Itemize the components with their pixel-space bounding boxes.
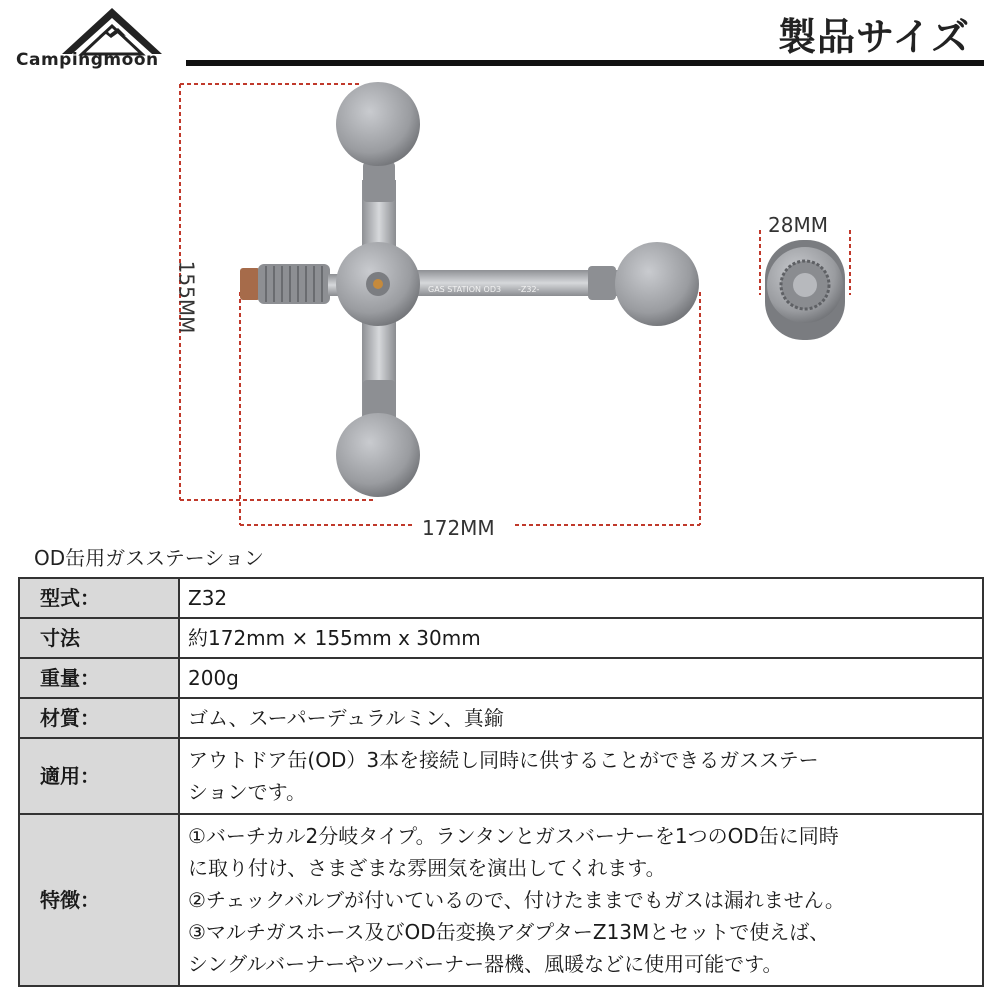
header-rule	[186, 60, 984, 66]
dimension-lines	[180, 84, 850, 525]
product-name: OD缶用ガスステーション	[34, 546, 264, 570]
height-dimension-label: 155MM	[174, 260, 199, 334]
right-cartridge-cap	[615, 242, 699, 326]
spec-key: 適用：	[19, 738, 179, 814]
side-view-knob	[765, 240, 845, 340]
spec-value: 約172mm × 155mm x 30mm	[179, 618, 983, 658]
table-row	[19, 814, 983, 986]
engraving-text: GAS STATION OD3	[428, 285, 502, 294]
brass-connector	[240, 268, 260, 300]
table-row	[19, 658, 983, 698]
table-row	[19, 738, 983, 814]
top-cartridge-cap	[336, 82, 420, 166]
diameter-dimension-label: 28MM	[768, 213, 828, 237]
spec-key: 特徴：	[19, 814, 179, 986]
table-row	[19, 578, 983, 618]
model-engraving: -Z32-	[518, 285, 540, 294]
page-title: 製品サイズ	[778, 15, 970, 59]
bottom-cartridge-cap	[336, 413, 420, 497]
spec-value: ゴム、スーパーデュラルミン、真鍮	[179, 698, 983, 738]
spec-table	[18, 577, 984, 987]
width-dimension-label: 172MM	[422, 516, 495, 540]
spec-value: ①バーチカル2分岐タイプ。ランタンとガスバーナーを1つのOD缶に同時 に取り付け、さまざまな雰囲気を演出してくれます。 ②チェックバルブが付いているので、付けたままでもガスは漏れません。 ③マルチガスホース及びOD缶変換アダプターZ13Mとセットで使えば、 シングルバーナーやツーバーナー器機、風暖などに使用可能です。	[179, 814, 983, 986]
spec-value: 200g	[179, 658, 983, 698]
spec-value: Z32	[179, 578, 983, 618]
table-row	[19, 618, 983, 658]
brand-name: Campingmoon	[16, 50, 159, 70]
spec-key: 重量：	[19, 658, 179, 698]
spec-key: 型式：	[19, 578, 179, 618]
spec-key: 材質：	[19, 698, 179, 738]
spec-key: 寸法	[19, 618, 179, 658]
table-row	[19, 698, 983, 738]
product-image	[160, 70, 860, 540]
knurled-nut	[258, 264, 330, 304]
spec-value: アウトドア缶(OD）3本を接続し同時に供することができるガスステー ションです。	[179, 738, 983, 814]
